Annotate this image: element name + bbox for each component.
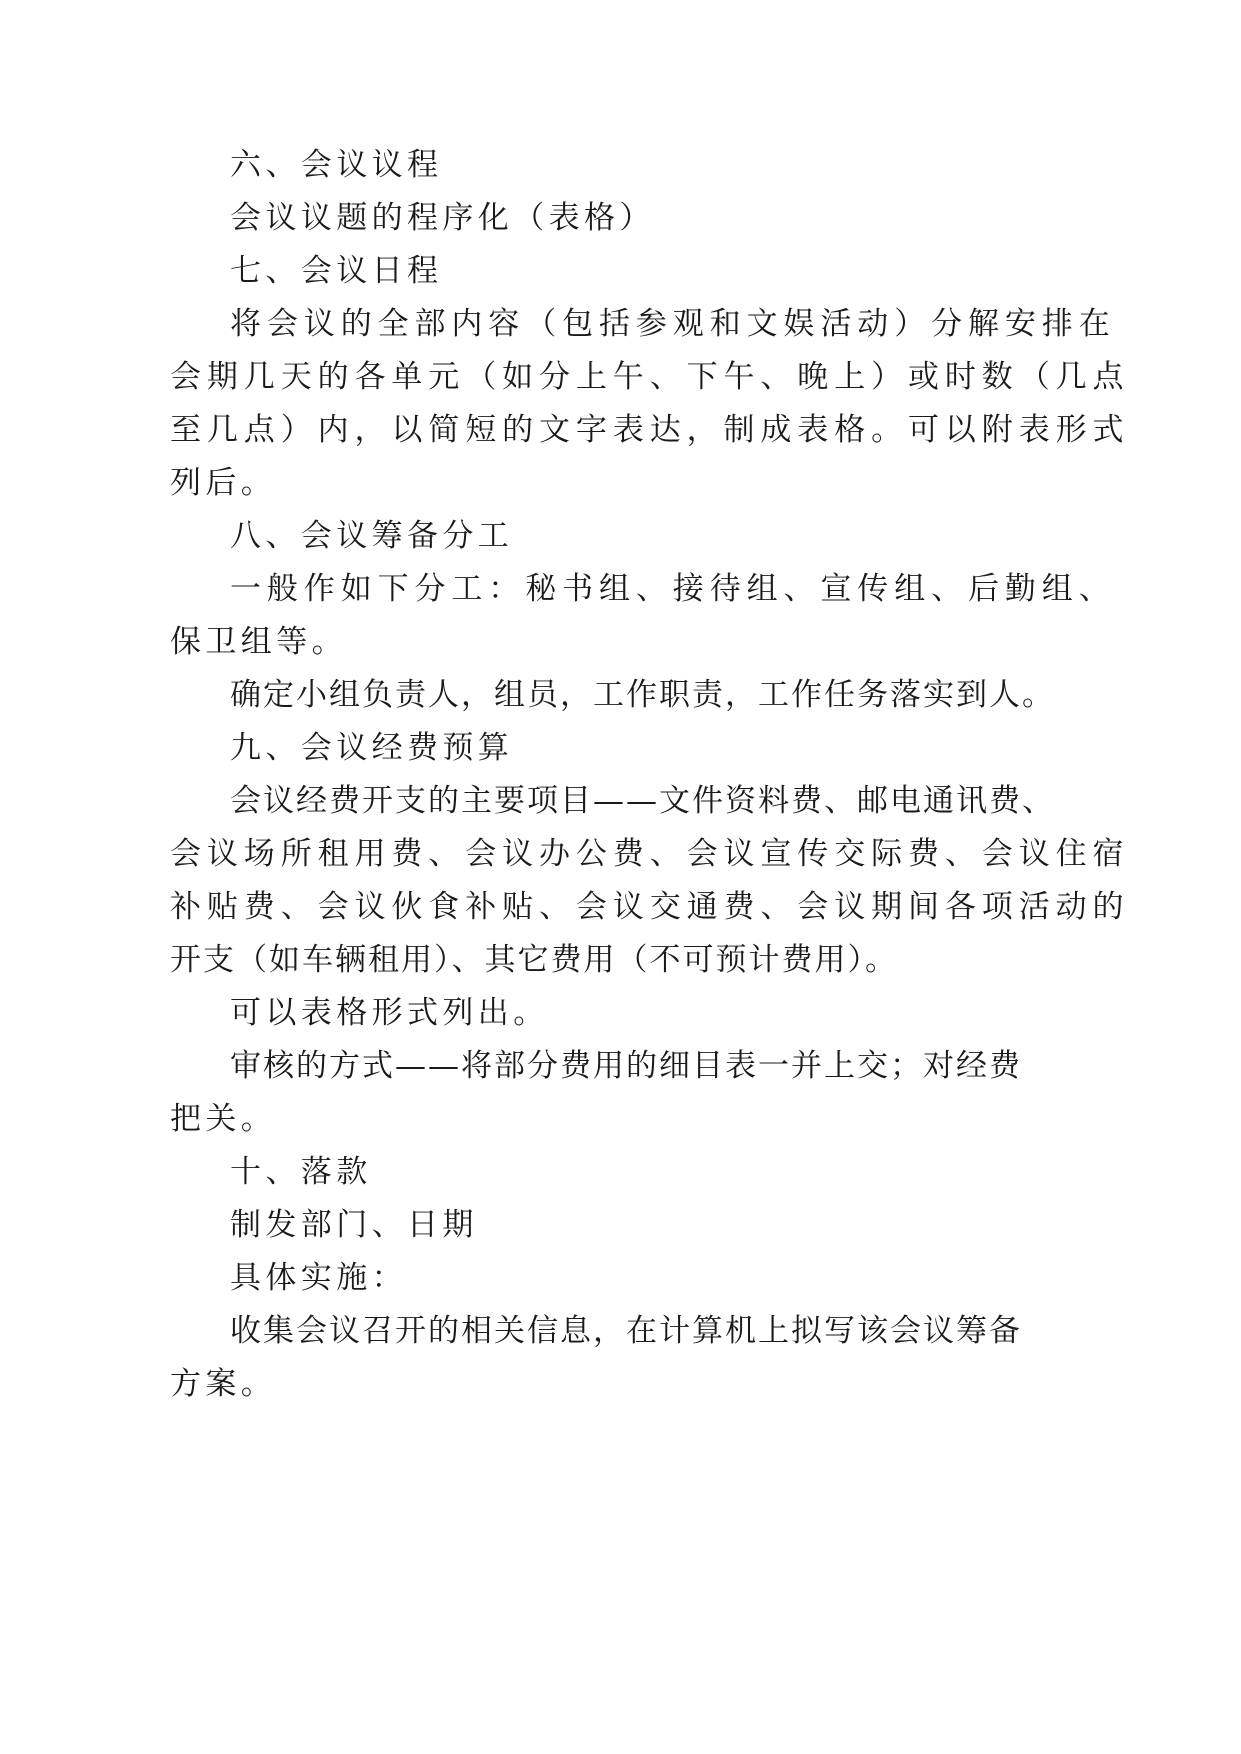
paragraph-line: 一般作如下分工：秘书组、接待组、宣传组、后勤组、: [230, 571, 1116, 607]
heading-signature: 十、落款: [230, 1154, 372, 1190]
paragraph-line: 至几点）内，以简短的文字表达，制成表格。可以附表形式: [170, 412, 1130, 448]
paragraph-line: 把关。: [170, 1101, 277, 1137]
heading-schedule: 七、会议日程: [230, 253, 443, 289]
paragraph-line: 会期几天的各单元（如分上午、下午、晚上）或时数（几点: [170, 359, 1130, 395]
heading-agenda: 六、会议议程: [230, 147, 443, 183]
paragraph-line: 将会议的全部内容（包括参观和文娱活动）分解安排在: [230, 306, 1116, 342]
paragraph-line: 补贴费、会议伙食补贴、会议交通费、会议期间各项活动的: [170, 889, 1130, 925]
paragraph-line: 方案。: [170, 1366, 277, 1402]
paragraph-line: 会议场所租用费、会议办公费、会议宣传交际费、会议住宿: [170, 836, 1130, 872]
paragraph-line: 制发部门、日期: [230, 1207, 478, 1243]
paragraph-line: 列后。: [170, 465, 277, 501]
paragraph-line: 会议经费开支的主要项目——文件资料费、邮电通讯费、: [230, 783, 1055, 819]
heading-preparation: 八、会议筹备分工: [230, 518, 514, 554]
paragraph-line: 收集会议召开的相关信息，在计算机上拟写该会议筹备: [230, 1313, 1022, 1349]
paragraph-line: 审核的方式——将部分费用的细目表一并上交；对经费: [230, 1048, 1022, 1084]
paragraph-line: 可以表格形式列出。: [230, 995, 549, 1031]
paragraph-line: 开支（如车辆租用）、其它费用（不可预计费用）。: [170, 942, 898, 978]
paragraph-line: 保卫组等。: [170, 624, 347, 660]
paragraph-line: 具体实施：: [230, 1260, 407, 1296]
heading-budget: 九、会议经费预算: [230, 730, 514, 766]
paragraph-line: 确定小组负责人，组员，工作职责，工作任务落实到人。: [230, 677, 1055, 713]
paragraph-line: 会议议题的程序化（表格）: [230, 200, 655, 236]
